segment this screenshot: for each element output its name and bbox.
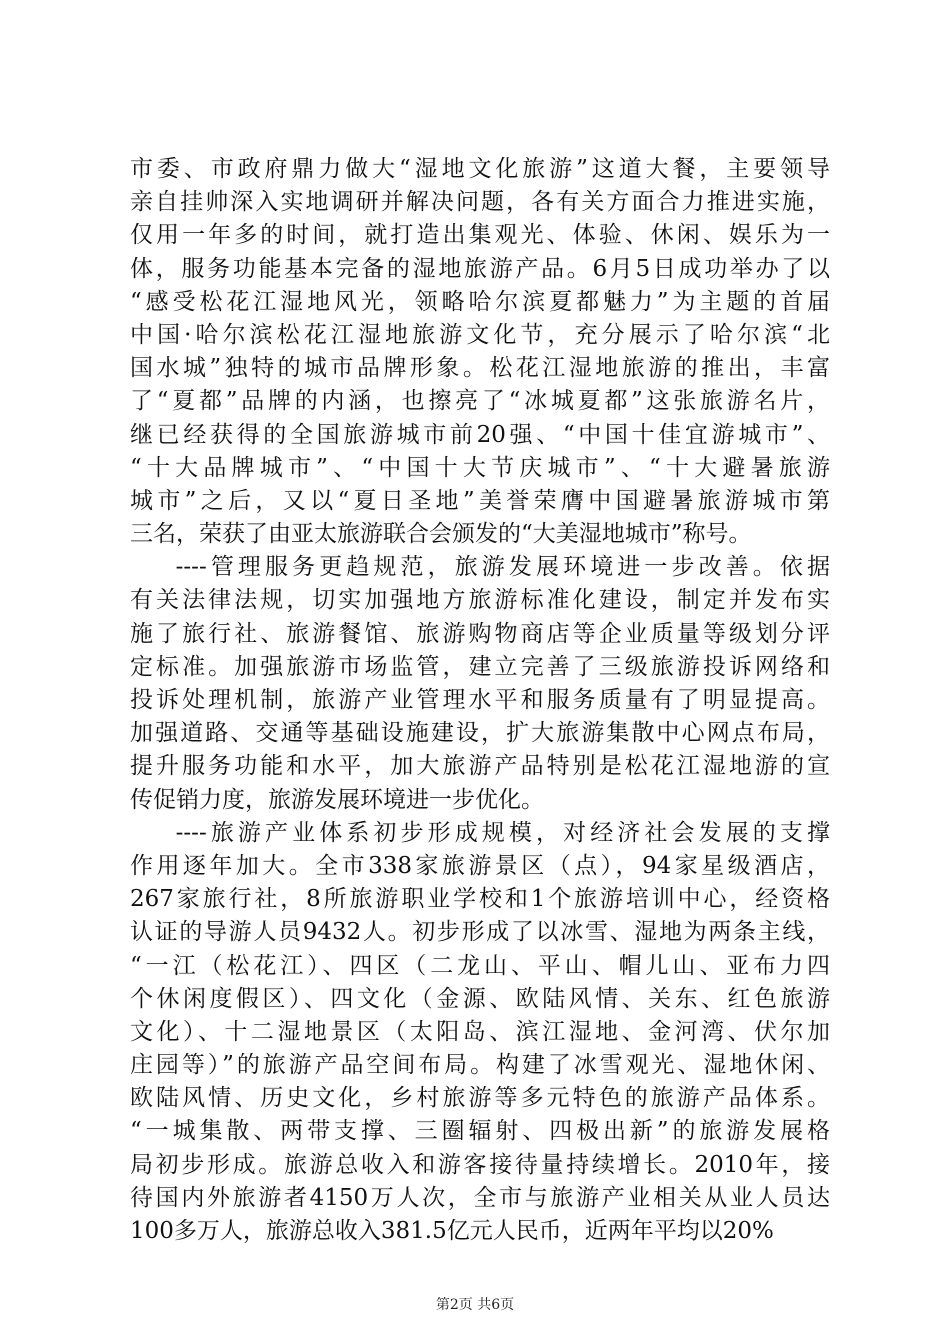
text-line: 施了旅行社、旅游餐馆、旅游购物商店等企业质量等级划分评 bbox=[130, 620, 830, 647]
text-line: 认证的导游人员9432人。初步形成了以冰雪、湿地为两条主线， bbox=[130, 919, 830, 946]
text-line: “一江（松花江）、四区（二龙山、平山、帽儿山、亚布力四 bbox=[130, 952, 830, 979]
text-line: 局初步形成。旅游总收入和游客接待量持续增长。2010年，接 bbox=[130, 1151, 830, 1178]
text-line: 待国内外旅游者4150万人次，全市与旅游产业相关从业人员达 bbox=[130, 1184, 830, 1211]
text-line: 文化）、十二湿地景区（太阳岛、滨江湿地、金河湾、伏尔加 bbox=[130, 1018, 830, 1045]
page-footer: 第2页 共6页 bbox=[435, 1297, 515, 1313]
text-line: “感受松花江湿地风光，领略哈尔滨夏都魅力”为主题的首届 bbox=[130, 288, 830, 315]
text-line: 仅用一年多的时间，就打造出集观光、体验、休闲、娱乐为一 bbox=[130, 222, 830, 249]
text-line: 市委、市政府鼎力做大“湿地文化旅游”这道大餐，主要领导 bbox=[130, 156, 830, 182]
text-line: 庄园等）”的旅游产品空间布局。构建了冰雪观光、湿地休闲、 bbox=[130, 1052, 830, 1079]
text-line: 三名，荣获了由亚太旅游联合会颁发的“大美湿地城市”称号。 bbox=[130, 521, 752, 548]
paragraph bbox=[130, 551, 830, 817]
body-text bbox=[130, 153, 830, 1248]
text-line: 加强道路、交通等基础设施建设，扩大旅游集散中心网点布局， bbox=[130, 720, 830, 747]
text-line: ----旅游产业体系初步形成规模，对经济社会发展的支撑 bbox=[130, 819, 830, 846]
text-line: 个休闲度假区）、四文化（金源、欧陆风情、关东、红色旅游 bbox=[130, 985, 830, 1012]
text-line: ----管理服务更趋规范，旅游发展环境进一步改善。依据 bbox=[130, 554, 830, 581]
text-line: 亲自挂帅深入实地调研并解决问题，各有关方面合力推进实施， bbox=[130, 189, 830, 216]
text-line: 提升服务功能和水平，加大旅游产品特别是松花江湿地游的宣 bbox=[130, 753, 830, 780]
text-line: 267家旅行社，8所旅游职业学校和1个旅游培训中心，经资格 bbox=[130, 886, 830, 913]
text-line: 体，服务功能基本完备的湿地旅游产品。6月5日成功举办了以 bbox=[130, 255, 830, 282]
text-line: 作用逐年加大。全市338家旅游景区（点），94家星级酒店， bbox=[130, 852, 830, 879]
text-line: 继已经获得的全国旅游城市前20强、“中国十佳宜游城市”、 bbox=[130, 421, 830, 448]
text-line: 中国·哈尔滨松花江湿地旅游文化节，充分展示了哈尔滨“北 bbox=[130, 321, 830, 348]
text-line: 定标准。加强旅游市场监管，建立完善了三级旅游投诉网络和 bbox=[130, 653, 830, 680]
text-line: 城市”之后，又以“夏日圣地”美誉荣膺中国避暑旅游城市第 bbox=[130, 487, 830, 514]
text-line: 了“夏都”品牌的内涵，也擦亮了“冰城夏都”这张旅游名片， bbox=[130, 388, 830, 415]
text-line: 100多万人，旅游总收入381.5亿元人民币，近两年平均以20% bbox=[130, 1218, 774, 1244]
paragraph bbox=[130, 153, 830, 551]
text-line: 有关法律法规，切实加强地方旅游标准化建设，制定并发布实 bbox=[130, 587, 830, 614]
paragraph bbox=[130, 817, 830, 1248]
text-line: “一城集散、两带支撑、三圈辐射、四极出新”的旅游发展格 bbox=[130, 1118, 830, 1145]
text-line: 欧陆风情、历史文化，乡村旅游等多元特色的旅游产品体系。 bbox=[130, 1085, 830, 1112]
text-line: 投诉处理机制，旅游产业管理水平和服务质量有了明显提高。 bbox=[130, 687, 830, 713]
text-line: 国水城”独特的城市品牌形象。松花江湿地旅游的推出，丰富 bbox=[130, 355, 830, 382]
text-line: “十大品牌城市”、“中国十大节庆城市”、“十大避暑旅游 bbox=[130, 454, 830, 481]
text-line: 传促销力度，旅游发展环境进一步优化。 bbox=[130, 786, 544, 813]
